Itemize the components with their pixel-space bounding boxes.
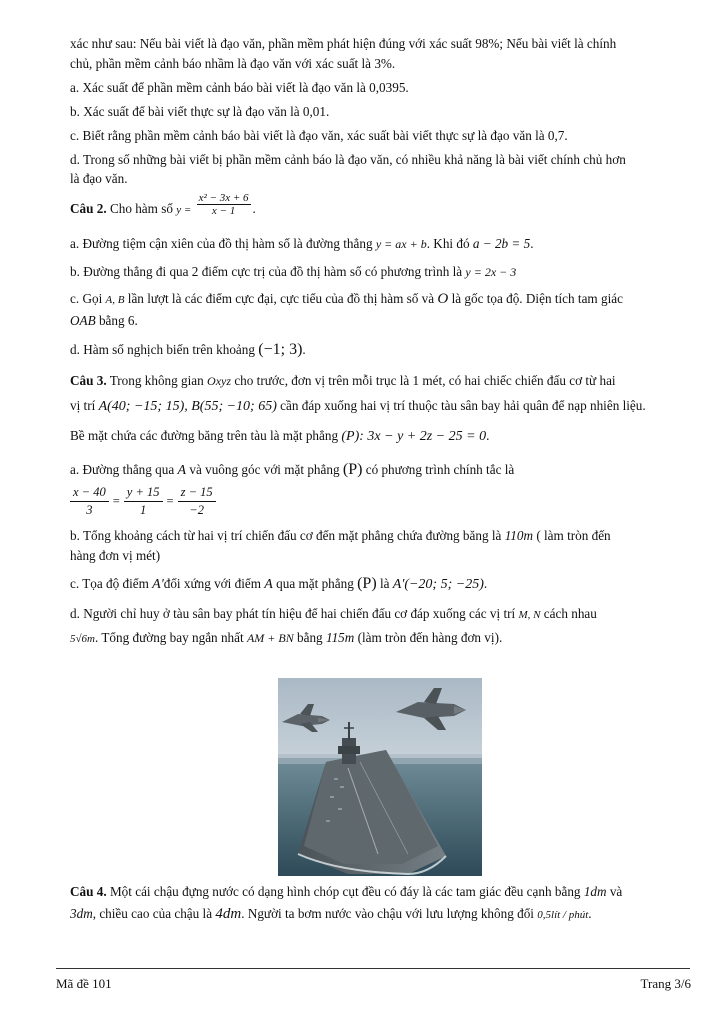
q3-option-a: a. Đường thẳng qua A và vuông góc với mặt phẳng (P) có phương trình chính tắc là — [70, 461, 515, 478]
q2-option-c-cont: OAB bằng 6. — [70, 313, 138, 328]
q3-option-d-cont: 5√6m. Tổng đường bay ngắn nhất AM + BN bằng 115m (làm tròn đến hàng đơn vị). — [70, 630, 503, 645]
footer-divider — [56, 968, 690, 969]
q3-option-b: b. Tổng khoảng cách từ hai vị trí chiến đấu cơ đến mặt phẳng chứa đường băng là 110m ( làm tròn đến — [70, 528, 611, 543]
function-fraction: $\frac{\text{x² − 3x + 6}}{x - 1}$ — [198, 192, 249, 218]
q3-option-c: c. Tọa độ điểm A'đối xứng với điểm A qua mặt phẳng (P) là A'(−20; 5; −25). — [70, 575, 488, 592]
equation-fraction: $\frac{y + 15}{1}$ — [124, 484, 163, 519]
equation-fraction: $\frac{x - 40}{3}$ — [70, 484, 109, 519]
question-3-stem-3: Bề mặt chứa các đường băng trên tàu là mặt phẳng (P): 3x − y + 2z − 25 = 0. — [70, 428, 490, 444]
question-3-stem: Câu 3. Trong không gian Oxyz cho trước, đơn vị trên mỗi trục là 1 mét, có hai chiếc chiến đấu cơ từ hai — [70, 373, 616, 388]
q3-option-b-cont: hàng đơn vị mét) — [70, 548, 161, 563]
carrier-image — [278, 678, 482, 876]
text-line: chủ, phần mềm cảnh báo nhầm là đạo văn với xác suất là 3%. — [70, 56, 396, 71]
option-d-cont: là đạo văn. — [70, 171, 128, 186]
option-d: d. Trong số những bài viết bị phần mềm cảnh báo là đạo văn, có nhiều khả năng là bài viết chính chủ hơn — [70, 152, 626, 167]
q3-option-d: d. Người chỉ huy ở tàu sân bay phát tín hiệu để hai chiến đấu cơ đáp xuống các vị trí M, N cách nhau — [70, 606, 597, 621]
option-c: c. Biết rằng phần mềm cảnh báo bài viết là đạo văn, xác suất bài viết thực sự là đạo văn là 0,7. — [70, 128, 568, 143]
option-b: b. Xác suất để bài viết thực sự là đạo văn là 0,01. — [70, 104, 330, 119]
question-2-stem: Câu 2. Cho hàm số y = $\frac{\text{x² − 3x + 6}}{x - 1}$ . — [70, 192, 256, 218]
equation-fraction: $\frac{z - 15}{-2}$ — [178, 484, 216, 519]
question-4-stem-2: 3dm, chiều cao của chậu là 4dm. Người ta bơm nước vào chậu với lưu lượng không đổi 0,5lít / phút. — [70, 906, 592, 922]
question-label: Câu 3. — [70, 373, 107, 388]
exam-code: Mã đề 101 — [56, 976, 112, 991]
question-label: Câu 4. — [70, 884, 107, 899]
text-line: xác như sau: Nếu bài viết là đạo văn, phần mềm phát hiện đúng với xác suất 98%; Nếu bài viết là chính — [70, 36, 617, 51]
line-equation: $\frac{x - 40}{3}$ = $\frac{y + 15}{1}$ = $\frac{z - 15}{-2}$ — [70, 484, 216, 519]
question-label: Câu 2. — [70, 201, 107, 216]
aircraft-carrier-illustration — [278, 678, 482, 876]
page-number: Trang 3/6 — [640, 976, 691, 991]
q2-option-a: a. Đường tiệm cận xiên của đồ thị hàm số là đường thẳng y = ax + b. Khi đó a − 2b = 5. — [70, 236, 534, 251]
option-a: a. Xác suất để phần mềm cảnh báo bài viết là đạo văn là 0,0395. — [70, 80, 409, 95]
q2-option-d: d. Hàm số nghịch biến trên khoảng (−1; 3). — [70, 341, 306, 358]
question-3-stem-2: vị trí A(40; −15; 15), B(55; −10; 65) cần đáp xuống hai vị trí thuộc tàu sân bay hải quân để nạp nhiên liệu. — [70, 398, 646, 414]
question-4-stem: Câu 4. Một cái chậu đựng nước có dạng hình chóp cụt đều có đáy là các tam giác đều cạnh bằng 1dm và — [70, 884, 623, 899]
q2-option-b: b. Đường thẳng đi qua 2 điểm cực trị của đồ thị hàm số có phương trình là y = 2x − 3 — [70, 264, 517, 279]
q2-option-c: c. Gọi A, B lần lượt là các điểm cực đại, cực tiểu của đồ thị hàm số và O là gốc tọa độ. Diện tích tam giác — [70, 291, 623, 307]
